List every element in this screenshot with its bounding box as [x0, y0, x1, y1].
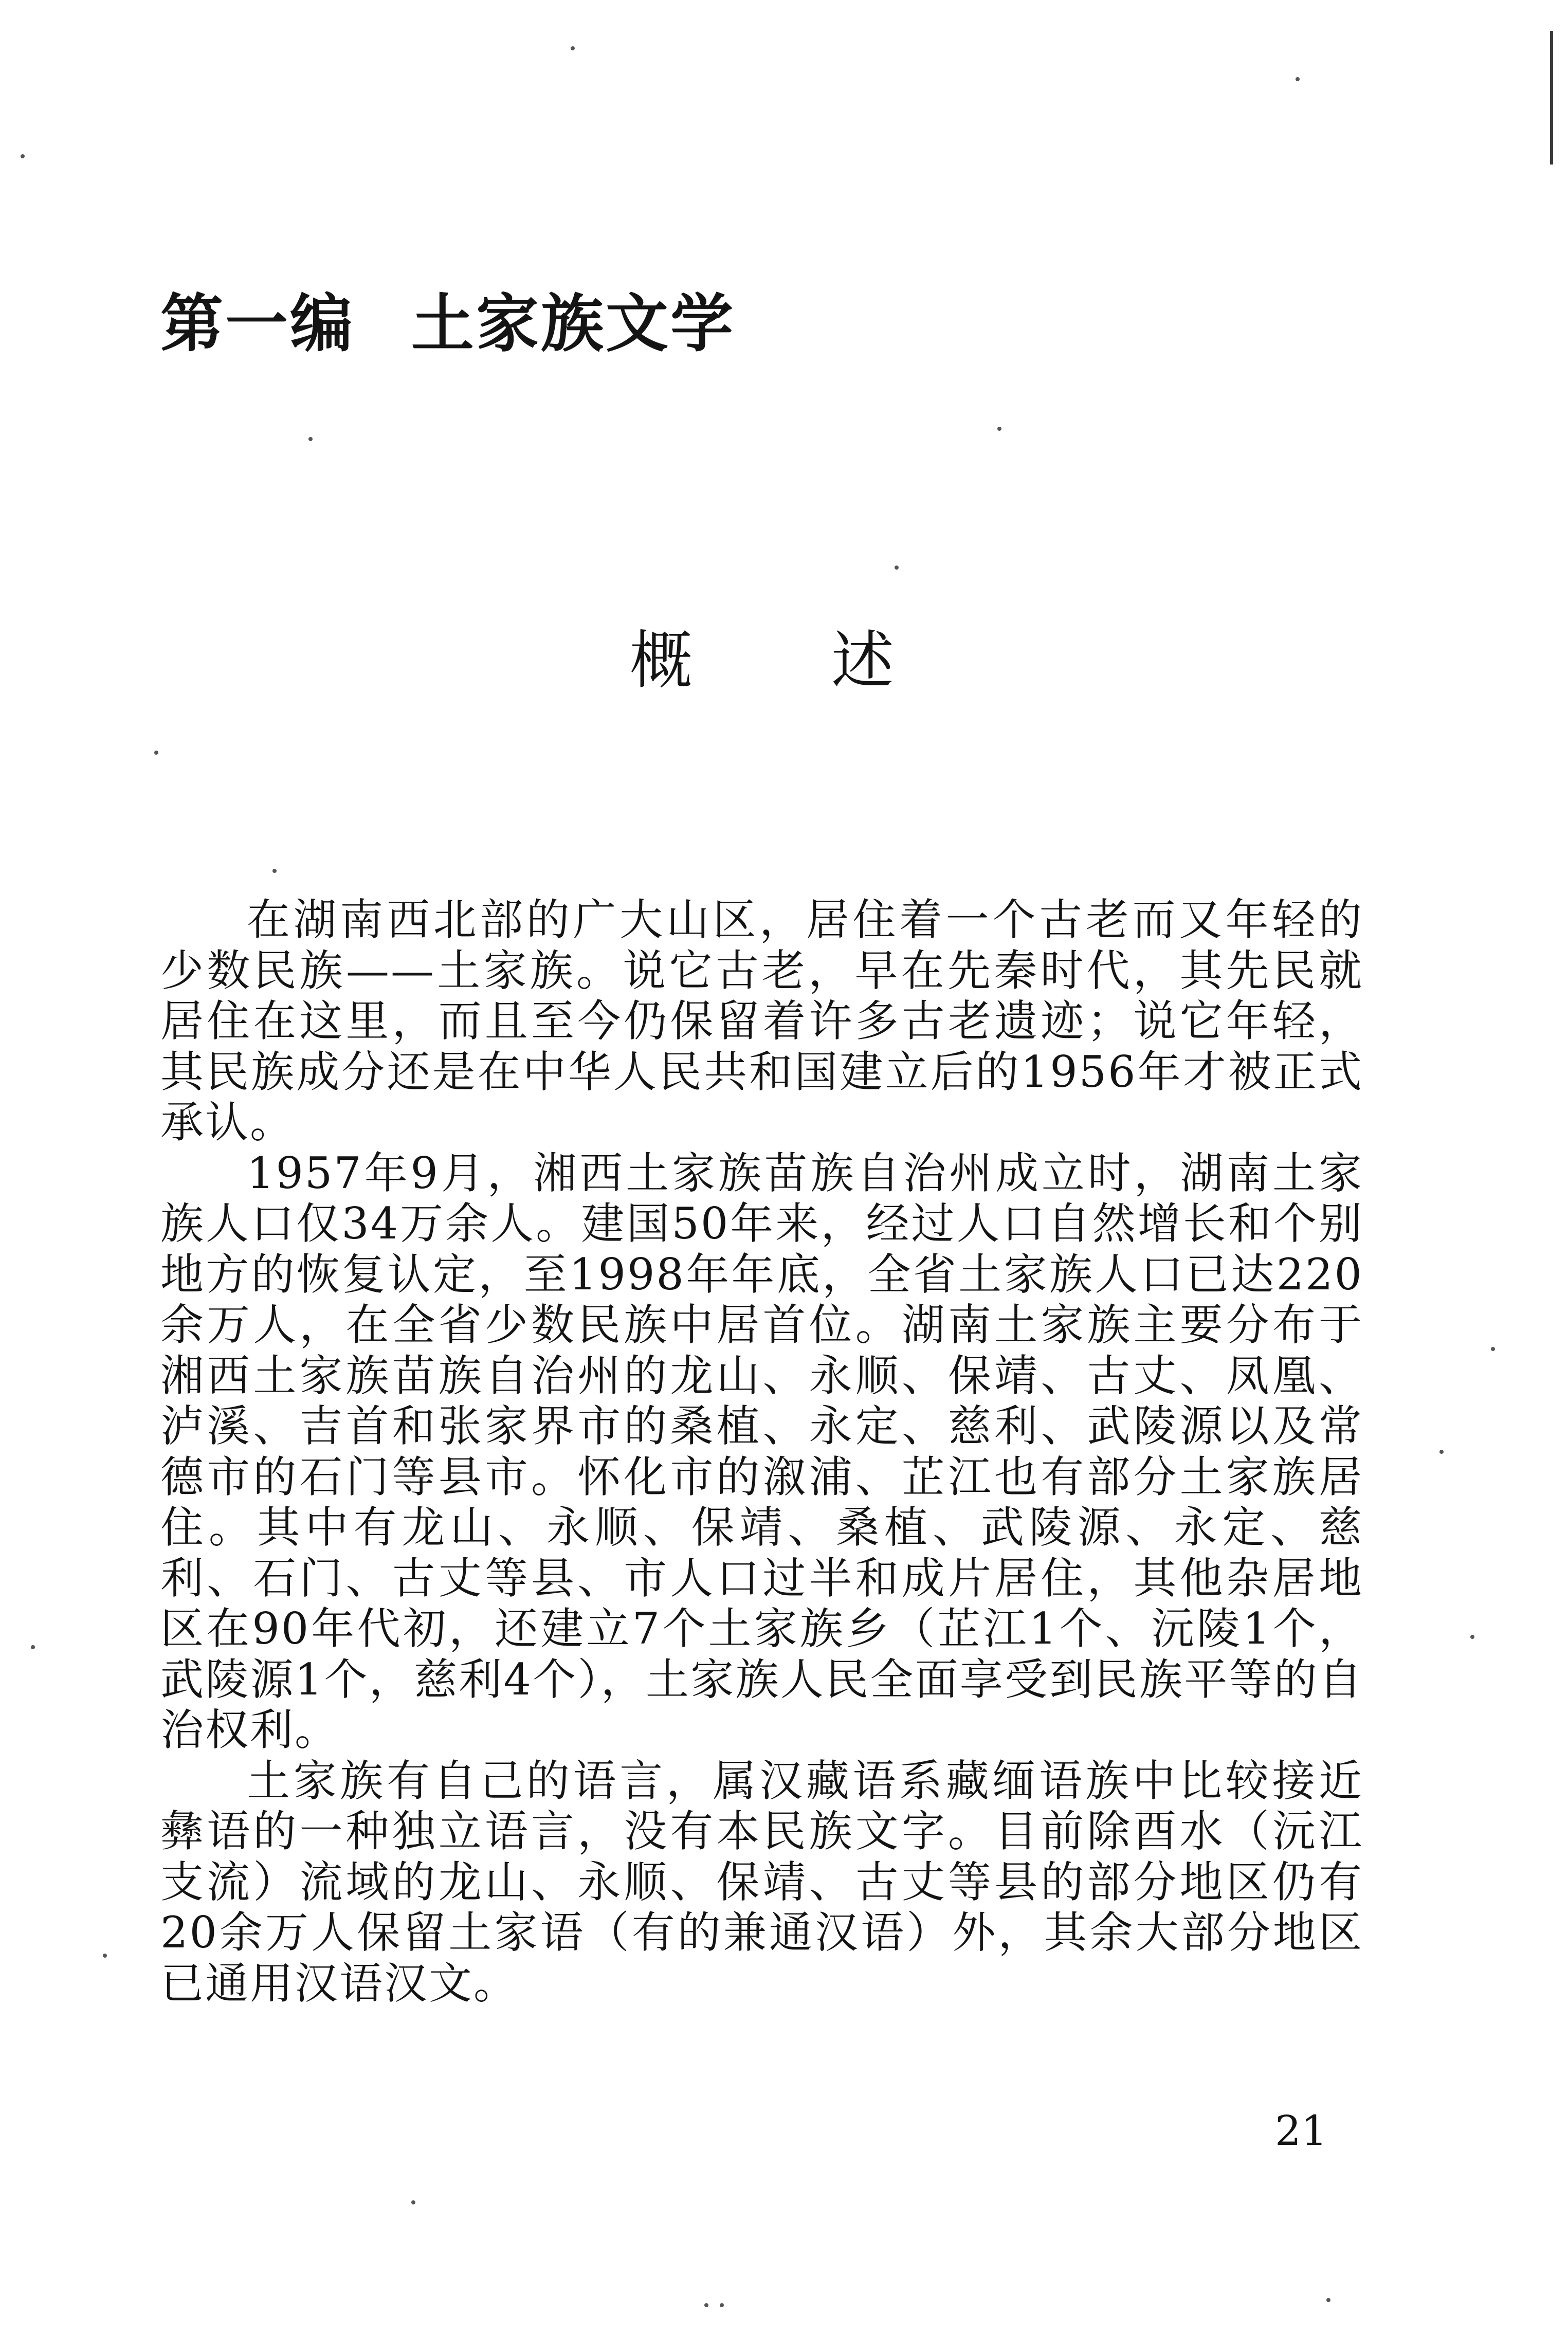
- paragraph-1: 在湖南西北部的广大山区，居住着一个古老而又年轻的少数民族——土家族。说它古老，早在先秦时代，其先民就居住在这里，而且至今仍保留着许多古老遗迹；说它年轻，其民族成分还是在中华人民共和国建立后的1956年才被正式承认。: [160, 895, 1363, 1147]
- body-text: [160, 895, 1363, 2009]
- scan-speck: [1439, 1450, 1444, 1454]
- scan-speck: [21, 154, 25, 158]
- scan-speck: [704, 2303, 708, 2307]
- scan-speck: [103, 1954, 107, 1958]
- scan-speck: [1491, 1347, 1495, 1351]
- scan-speck: [1326, 2298, 1330, 2302]
- section-title: [630, 622, 894, 699]
- part-number: 第一编: [160, 287, 355, 360]
- scan-speck: [720, 2303, 724, 2307]
- paragraph-3: 土家族有自己的语言，属汉藏语系藏缅语族中比较接近彝语的一种独立语言，没有本民族文字。目前除酉水（沅江支流）流域的龙山、永顺、保靖、古丈等县的部分地区仍有20余万人保留土家语（有的兼通汉语）外，其余大部分地区已通用汉语汉文。: [160, 1755, 1363, 2009]
- scan-speck: [308, 437, 313, 441]
- paragraph-2: 1957年9月，湘西土家族苗族自治州成立时，湖南土家族人口仅34万余人。建国50年来，经过人口自然增长和个别地方的恢复认定，至1998年年底，全省土家族人口已达220余万人，在全省少数民族中居首位。湖南土家族主要分布于湘西土家族苗族自治州的龙山、永顺、保靖、古丈、凤凰、泸溪、吉首和张家界市的桑植、永定、慈利、武陵源以及常德市的石门等县市。怀化市的溆浦、芷江也有部分土家族居住。其中有龙山、永顺、保靖、桑植、武陵源、永定、慈利、石门、古丈等县、市人口过半和成片居住，其他杂居地区在90年代初，还建立7个土家族乡（芷江1个、沅陵1个，武陵源1个，慈利4个），土家族人民全面享受到民族平等的自治权利。: [160, 1147, 1363, 1755]
- scan-speck: [1470, 1635, 1474, 1639]
- scan-edge-mark: [1550, 31, 1553, 165]
- scan-speck: [571, 46, 575, 50]
- scan-speck: [154, 751, 158, 755]
- scan-speck: [31, 1645, 35, 1649]
- part-name: 土家族文学: [411, 287, 735, 360]
- scan-speck: [411, 2200, 415, 2204]
- page-number: 21: [1275, 2107, 1327, 2155]
- scan-speck: [1296, 77, 1300, 81]
- scan-speck: [895, 566, 899, 570]
- scan-speck: [997, 427, 1001, 431]
- section-title-char-1: 概: [630, 624, 692, 697]
- part-title: [160, 285, 735, 362]
- section-title-char-2: 述: [831, 624, 894, 697]
- scan-speck: [272, 869, 277, 873]
